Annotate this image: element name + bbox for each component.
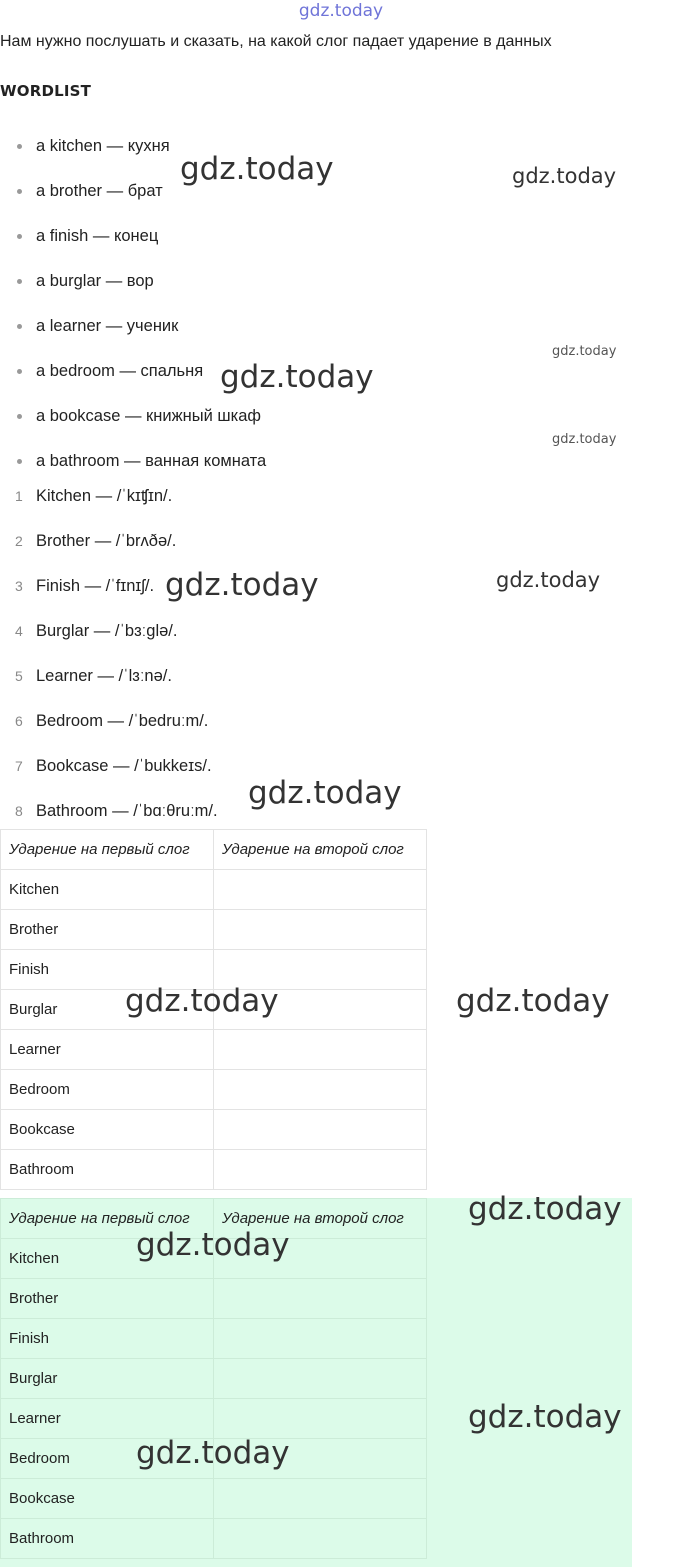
table-cell <box>214 910 427 950</box>
watermark: gdz.today <box>512 164 617 188</box>
table-cell: Bookcase <box>1 1110 214 1150</box>
table-cell: Kitchen <box>1 1239 214 1279</box>
table-cell <box>214 1319 427 1359</box>
item-number: 6 <box>15 713 23 729</box>
watermark: gdz.today <box>125 983 279 1019</box>
intro-text: Нам нужно послушать и сказать, на какой слог падает ударение в данных <box>0 33 552 50</box>
transcription-text: Bookcase — /ˈbukkeɪs/. <box>36 757 212 775</box>
table-row <box>1 870 427 910</box>
table-row <box>1 1110 427 1150</box>
table-cell: Brother <box>1 910 214 950</box>
wordlist-entry: a burglar — вор <box>36 272 154 290</box>
table-row <box>1 1030 427 1070</box>
table-row <box>1 910 427 950</box>
table-row <box>1 1150 427 1190</box>
watermark: gdz.today <box>468 1399 622 1435</box>
table-cell <box>214 1110 427 1150</box>
column-header: Ударение на второй слог <box>214 1199 427 1239</box>
transcription-list <box>0 474 218 834</box>
column-header: Ударение на второй слог <box>214 830 427 870</box>
wordlist-entry: a brother — брат <box>36 182 163 200</box>
table-cell: Brother <box>1 1279 214 1319</box>
wordlist-entry: a finish — конец <box>36 227 159 245</box>
wordlist-entry: a learner — ученик <box>36 317 179 335</box>
bullet-icon <box>17 279 22 284</box>
watermark: gdz.today <box>552 432 617 447</box>
item-number: 7 <box>15 758 23 774</box>
bullet-icon <box>17 144 22 149</box>
column-header: Ударение на первый слог <box>1 1199 214 1239</box>
transcription-text: Learner — /ˈlɜːnə/. <box>36 667 172 685</box>
list-item <box>0 744 218 789</box>
table-cell <box>214 1150 427 1190</box>
list-item <box>0 214 266 259</box>
table-cell <box>214 1070 427 1110</box>
table-cell: Bathroom <box>1 1150 214 1190</box>
table-cell: Finish <box>1 950 214 990</box>
watermark: gdz.today <box>180 151 334 187</box>
table-cell <box>214 1359 427 1399</box>
wordlist-entry: a bathroom — ванная комната <box>36 452 267 470</box>
transcription-text: Brother — /ˈbrʌðə/. <box>36 532 177 550</box>
table-cell: Burglar <box>1 1359 214 1399</box>
watermark: gdz.today <box>496 568 601 592</box>
table-cell: Bedroom <box>1 1070 214 1110</box>
list-item <box>0 259 266 304</box>
table-row <box>1 1359 427 1399</box>
item-number: 3 <box>15 578 23 594</box>
list-item <box>0 519 218 564</box>
table-cell <box>214 870 427 910</box>
item-number: 8 <box>15 803 23 819</box>
transcription-text: Bedroom — /ˈbedruːm/. <box>36 712 209 730</box>
item-number: 5 <box>15 668 23 684</box>
transcription-text: Kitchen — /ˈkɪʧɪn/. <box>36 487 173 505</box>
table-row <box>1 1070 427 1110</box>
table-cell: Bedroom <box>1 1439 214 1479</box>
table-header-row <box>1 830 427 870</box>
table-row <box>1 1319 427 1359</box>
watermark: gdz.today <box>456 983 610 1019</box>
list-item <box>0 394 266 439</box>
list-item <box>0 304 266 349</box>
list-item <box>0 609 218 654</box>
transcription-text: Burglar — /ˈbɜːglə/. <box>36 622 178 640</box>
bullet-icon <box>17 324 22 329</box>
list-item <box>0 474 218 519</box>
table-cell: Bookcase <box>1 1479 214 1519</box>
table-cell <box>214 1399 427 1439</box>
watermark: gdz.today <box>136 1435 290 1471</box>
table-cell <box>214 1519 427 1559</box>
item-number: 4 <box>15 623 23 639</box>
table-cell <box>214 1279 427 1319</box>
transcription-text: Finish — /ˈfɪnɪʃ/. <box>36 577 155 595</box>
watermark: gdz.today <box>165 567 319 603</box>
bullet-icon <box>17 459 22 464</box>
wordlist-entry: a kitchen — кухня <box>36 137 170 155</box>
table-cell <box>214 1479 427 1519</box>
list-item <box>0 789 218 834</box>
watermark: gdz.today <box>136 1227 290 1263</box>
bullet-icon <box>17 369 22 374</box>
item-number: 2 <box>15 533 23 549</box>
wordlist-entry: a bedroom — спальня <box>36 362 204 380</box>
table-cell: Kitchen <box>1 870 214 910</box>
watermark: gdz.today <box>220 359 374 395</box>
column-header: Ударение на первый слог <box>1 830 214 870</box>
table-cell: Burglar <box>1 990 214 1030</box>
bullet-icon <box>17 414 22 419</box>
watermark: gdz.today <box>468 1191 622 1227</box>
wordlist-entry: a bookcase — книжный шкаф <box>36 407 261 425</box>
table-row <box>1 1519 427 1559</box>
transcription-text: Bathroom — /ˈbɑːθruːm/. <box>36 802 218 820</box>
table-row <box>1 1479 427 1519</box>
table-cell: Finish <box>1 1319 214 1359</box>
wordlist-heading: WORDLIST <box>0 82 92 100</box>
bullet-icon <box>17 189 22 194</box>
table-cell: Bathroom <box>1 1519 214 1559</box>
site-logo[interactable]: gdz.today <box>298 1 384 21</box>
list-item <box>0 699 218 744</box>
watermark: gdz.today <box>248 775 402 811</box>
table-row <box>1 1279 427 1319</box>
table-cell: Learner <box>1 1399 214 1439</box>
item-number: 1 <box>15 488 23 504</box>
table-row <box>1 1399 427 1439</box>
list-item <box>0 654 218 699</box>
bullet-icon <box>17 234 22 239</box>
watermark: gdz.today <box>552 344 617 359</box>
table-cell: Learner <box>1 1030 214 1070</box>
table-cell <box>214 1030 427 1070</box>
